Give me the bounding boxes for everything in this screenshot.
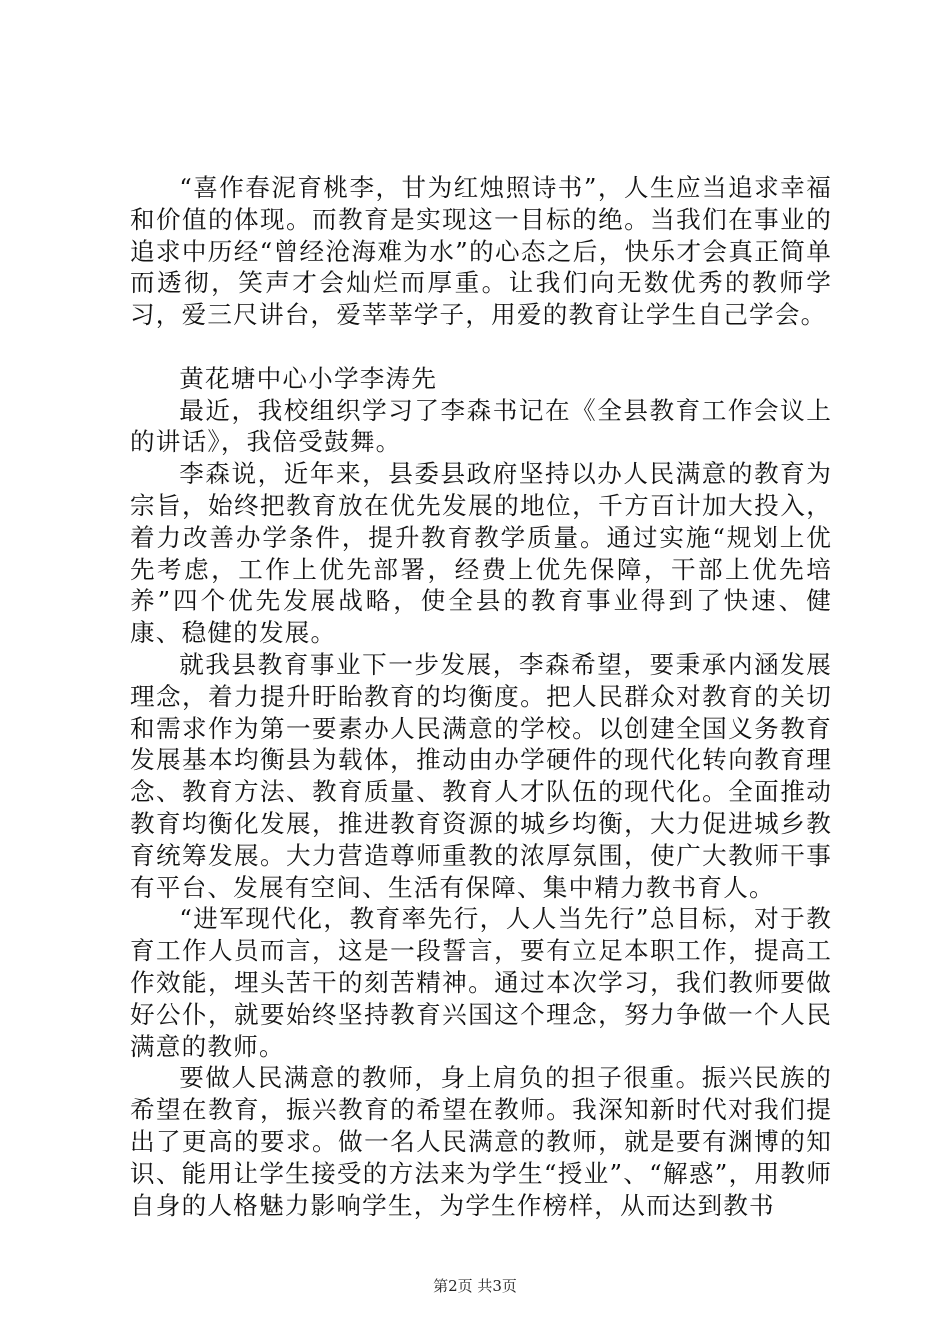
- document-body: [130, 172, 832, 1221]
- author-line: 黄花塘中心小学李涛先: [179, 363, 438, 393]
- paragraph-goal: “进军现代化，教育率先行，人人当先行”总目标，对于教育工作人员而言，这是一段誓言，要有立足本职工作，提高工作效能，埋头苦干的刻苦精神。通过本次学习，我们教师要做好公仆，就要始终坚持教育兴国这个理念，努力争做一个人民满意的教师。: [130, 904, 832, 1061]
- paragraph-study: 最近，我校组织学习了李森书记在《全县教育工作会议上的讲话》，我倍受鼓舞。: [130, 395, 832, 457]
- paragraph-li-sen-speech: 李森说，近年来，县委县政府坚持以办人民满意的教育为宗旨，始终把教育放在优先发展的地位，千方百计加大投入，着力改善办学条件，提升教育教学质量。通过实施“规划上优先考虑，工作上优先部署，经费上优先保障，干部上优先培养”四个优先发展战略，使全县的教育事业得到了快速、健康、稳健的发展。: [130, 459, 832, 648]
- paragraph-gap: [130, 331, 832, 363]
- page-footer: 第2页 共3页: [433, 1277, 517, 1295]
- paragraph-intro: “喜作春泥育桃李，甘为红烛照诗书”，人生应当追求幸福和价值的体现。而教育是实现这一目标的绝。当我们在事业的追求中历经“曾经沧海难为水”的心态之后，快乐才会真正简单而透彻，笑声才会灿烂而厚重。让我们向无数优秀的教师学习，爱三尺讲台，爱莘莘学子，用爱的教育让学生自己学会。: [130, 173, 832, 330]
- paragraph-satisfied-teacher: 要做人民满意的教师，身上肩负的担子很重。振兴民族的希望在教育，振兴教育的希望在教师。我深知新时代对我们提出了更高的要求。做一名人民满意的教师，就是要有渊博的知识、能用让学生接受的方法来为学生“授业”、“解惑”，用教师自身的人格魅力影响学生，为学生作榜样，从而达到教书: [130, 1063, 832, 1220]
- paragraph-next-steps: 就我县教育事业下一步发展，李森希望，要秉承内涵发展理念，着力提升盱眙教育的均衡度。把人民群众对教育的关切和需求作为第一要素办人民满意的学校。以创建全国义务教育发展基本均衡县为载体，推动由办学硬件的现代化转向教育理念、教育方法、教育质量、教育人才队伍的现代化。全面推动教育均衡化发展，推进教育资源的城乡均衡，大力促进城乡教育统筹发展。大力营造尊师重教的浓厚氛围，使广大教师干事有平台、发展有空间、生活有保障、集中精力教书育人。: [130, 649, 832, 902]
